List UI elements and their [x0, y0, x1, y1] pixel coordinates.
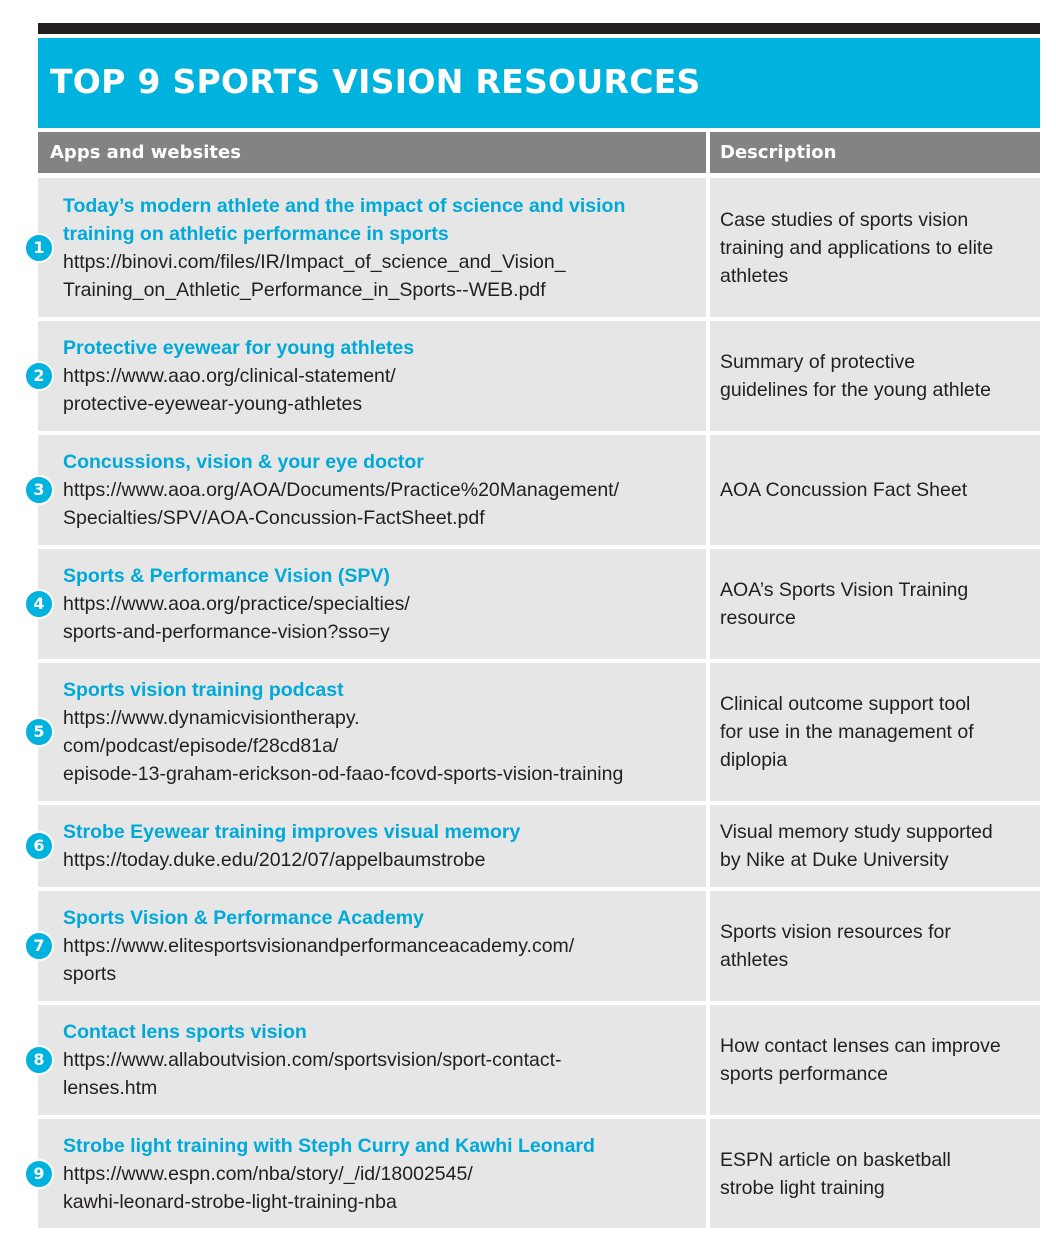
- resource-description: guidelines for the young athlete: [720, 379, 992, 401]
- resource-url: https://www.aoa.org/practice/specialties/: [63, 593, 410, 615]
- resource-cell: [38, 321, 706, 431]
- resource-description: Summary of protective: [720, 351, 916, 373]
- row-number-badge: 8: [24, 1045, 54, 1075]
- resource-title: Sports vision training podcast: [63, 679, 344, 701]
- description-cell: [710, 549, 1040, 659]
- resource-title: Sports & Performance Vision (SPV): [63, 565, 390, 587]
- table-row: [0, 321, 1056, 431]
- table-row: [0, 805, 1056, 887]
- resource-description: training and applications to elite: [720, 236, 994, 259]
- resource-url: Specialties/SPV/AOA-Concussion-FactSheet.pdf: [63, 507, 485, 529]
- resource-description: by Nike at Duke University: [720, 849, 949, 871]
- resource-url: https://www.aao.org/clinical-statement/: [63, 365, 396, 387]
- description-cell: [710, 891, 1040, 1001]
- top-rule: [38, 23, 1040, 34]
- resource-url: kawhi-leonard-strobe-light-training-nba: [63, 1190, 397, 1213]
- description-cell: [710, 805, 1040, 887]
- column-header-apps: Apps and websites: [38, 132, 706, 173]
- page-title: TOP 9 SPORTS VISION RESOURCES: [50, 62, 701, 101]
- resource-title: Concussions, vision & your eye doctor: [63, 451, 424, 473]
- resource-cell: [38, 1005, 706, 1115]
- row-number-badge: 6: [24, 831, 54, 861]
- row-number-badge: 4: [24, 589, 54, 619]
- resource-url: https://www.espn.com/nba/story/_/id/18002545/: [63, 1162, 473, 1185]
- resource-cell: [38, 435, 706, 545]
- resource-title: Today’s modern athlete and the impact of science and vision: [63, 194, 626, 217]
- resource-title: Contact lens sports vision: [63, 1021, 307, 1043]
- resource-description: AOA’s Sports Vision Training: [720, 579, 969, 601]
- resource-cell: [38, 805, 706, 887]
- row-number-badge: 1: [24, 233, 54, 263]
- resource-description: Clinical outcome support tool: [720, 693, 971, 715]
- resource-title: Protective eyewear for young athletes: [63, 337, 415, 359]
- resource-description: strobe light training: [720, 1176, 885, 1199]
- resource-description: How contact lenses can improve: [720, 1035, 1001, 1057]
- resource-description: athletes: [720, 949, 789, 971]
- resource-description: Visual memory study supported: [720, 821, 993, 843]
- resource-description: ESPN article on basketball: [720, 1148, 951, 1171]
- resource-title: training on athletic performance in sports: [63, 222, 449, 245]
- resource-description: Case studies of sports vision: [720, 208, 969, 231]
- resource-url: Training_on_Athletic_Performance_in_Sports--WEB.pdf: [63, 278, 546, 301]
- resource-description: athletes: [720, 264, 789, 287]
- resource-url: protective-eyewear-young-athletes: [63, 393, 363, 415]
- resource-url: episode-13-graham-erickson-od-faao-fcovd-sports-vision-training: [63, 763, 624, 785]
- column-header-description: Description: [710, 132, 1040, 173]
- resource-url: https://www.elitesportsvisionandperformanceacademy.com/: [63, 935, 575, 957]
- row-number-badge: 2: [24, 361, 54, 391]
- row-number-badge: 3: [24, 475, 54, 505]
- row-number-badge: 9: [24, 1159, 54, 1189]
- resource-description: for use in the management of: [720, 721, 974, 743]
- table-row: [0, 549, 1056, 659]
- title-banner: [38, 38, 1040, 128]
- resource-title: Sports Vision & Performance Academy: [63, 907, 424, 929]
- resource-url: sports-and-performance-vision?sso=y: [63, 621, 390, 643]
- resource-url: https://www.aoa.org/AOA/Documents/Practice%20Management/: [63, 479, 620, 501]
- resource-description: diplopia: [720, 749, 788, 771]
- table-row: [0, 178, 1056, 317]
- description-cell: [710, 663, 1040, 801]
- table-row: [0, 435, 1056, 545]
- table-row: [0, 891, 1056, 1001]
- resource-cell: [38, 549, 706, 659]
- resource-url: lenses.htm: [63, 1077, 158, 1099]
- table-row: [0, 663, 1056, 801]
- resource-url: https://www.allaboutvision.com/sportsvision/sport-contact-: [63, 1049, 562, 1071]
- description-cell: [710, 435, 1040, 545]
- description-cell: [710, 1005, 1040, 1115]
- resource-description: AOA Concussion Fact Sheet: [720, 479, 968, 501]
- description-cell: [710, 1119, 1040, 1228]
- resource-url: com/podcast/episode/f28cd81a/: [63, 735, 339, 757]
- description-cell: [710, 178, 1040, 317]
- resource-url: sports: [63, 963, 117, 985]
- resource-url: https://binovi.com/files/IR/Impact_of_science_and_Vision_: [63, 250, 566, 273]
- resource-cell: [38, 178, 706, 317]
- resource-title: Strobe Eyewear training improves visual memory: [63, 821, 521, 843]
- resource-cell: [38, 1119, 706, 1228]
- resource-url: https://today.duke.edu/2012/07/appelbaumstrobe: [63, 849, 486, 871]
- resource-title: Strobe light training with Steph Curry and Kawhi Leonard: [63, 1134, 595, 1157]
- resource-cell: [38, 663, 706, 801]
- resource-description: sports performance: [720, 1063, 888, 1085]
- row-number-badge: 7: [24, 931, 54, 961]
- description-cell: [710, 321, 1040, 431]
- row-number-badge: 5: [24, 717, 54, 747]
- resource-description: resource: [720, 607, 796, 629]
- table-row: [0, 1005, 1056, 1115]
- resource-cell: [38, 891, 706, 1001]
- table-row: [0, 1119, 1056, 1228]
- resource-description: Sports vision resources for: [720, 921, 951, 943]
- resource-url: https://www.dynamicvisiontherapy.: [63, 707, 360, 729]
